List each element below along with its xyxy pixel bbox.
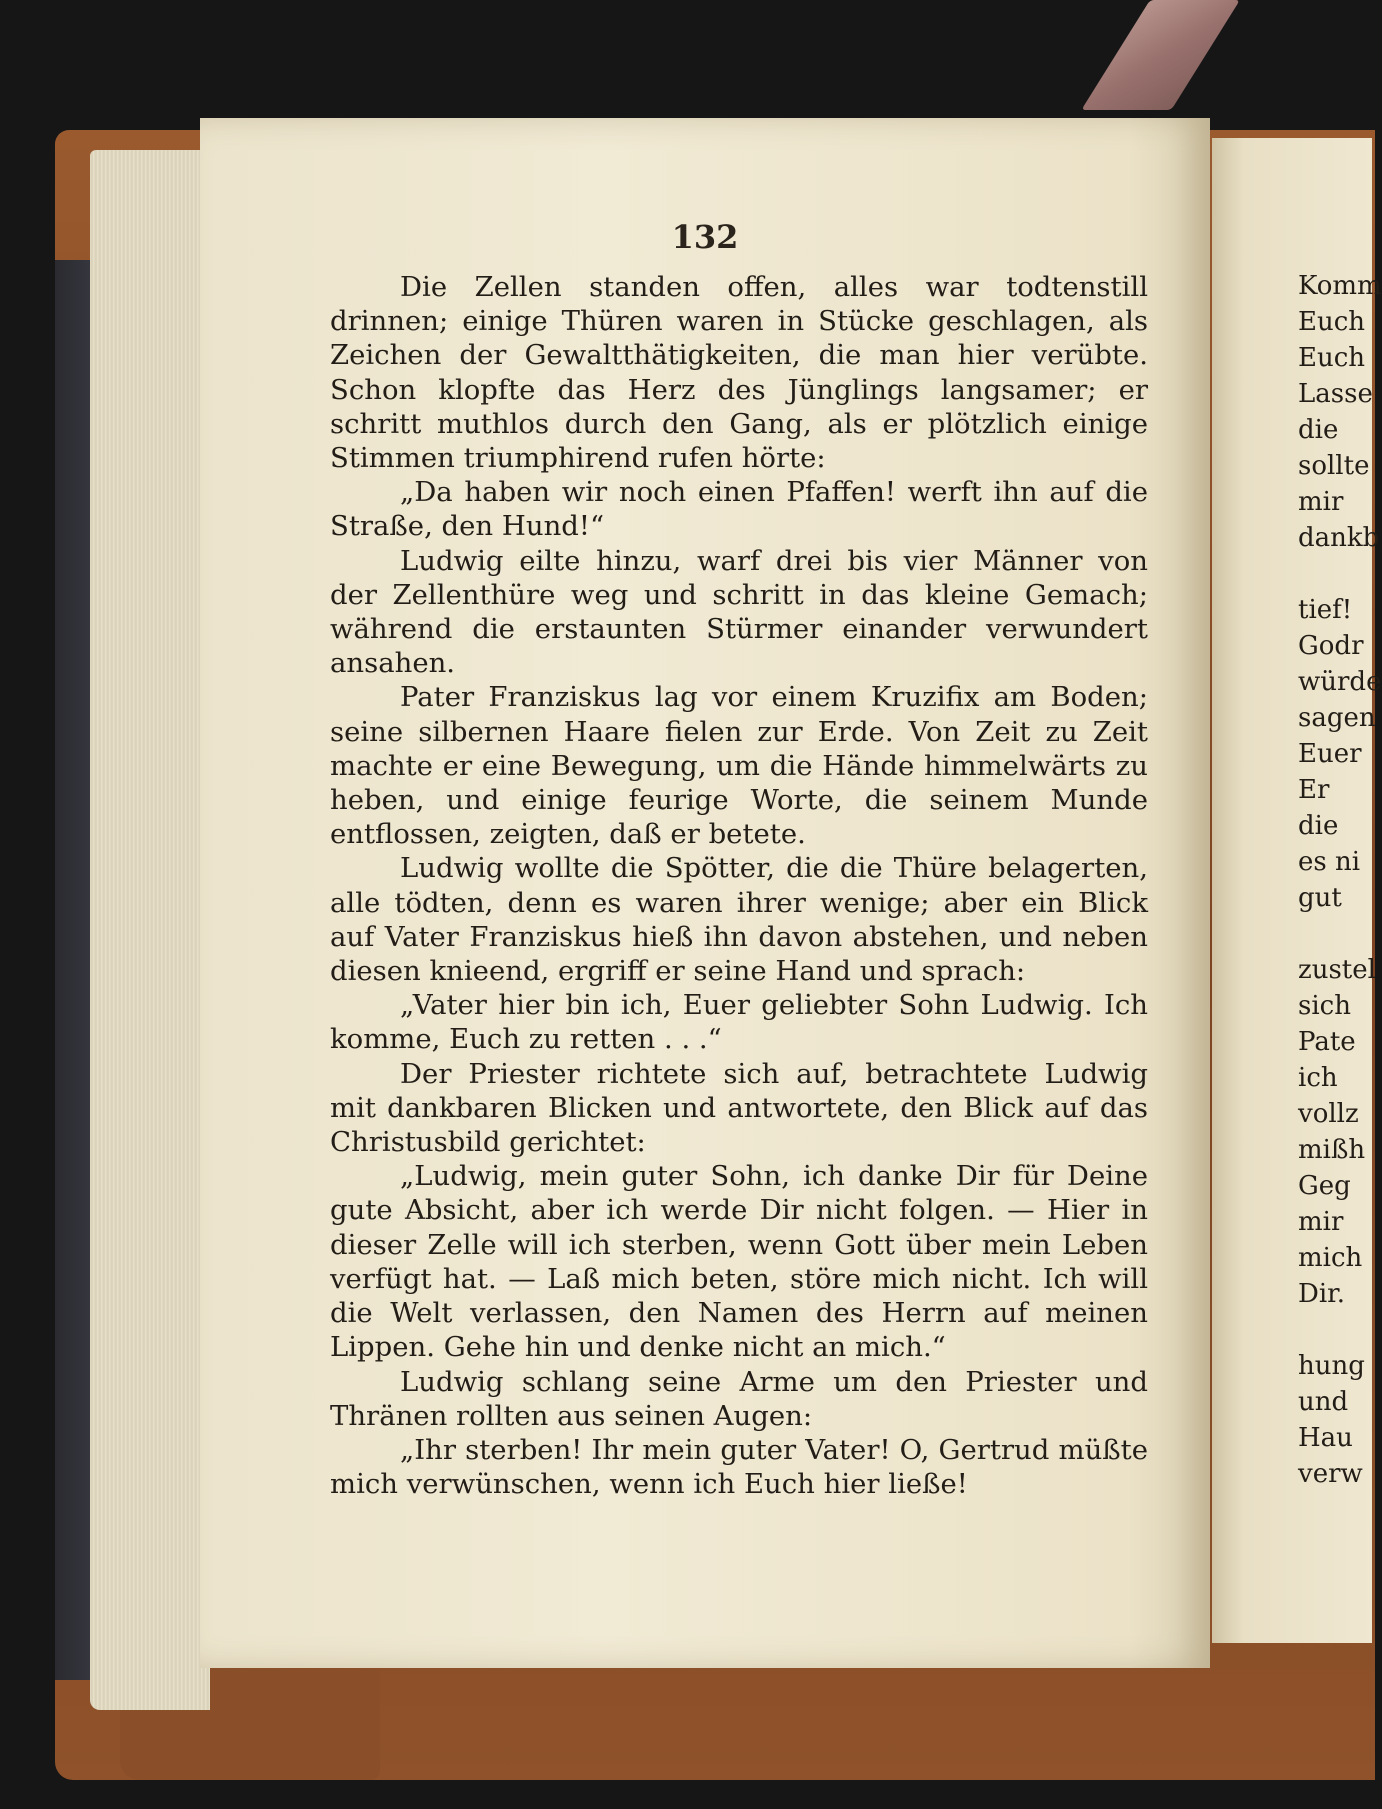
right-line: und	[1298, 1387, 1349, 1417]
right-line: sagen	[1298, 703, 1376, 733]
right-line: tief!	[1298, 595, 1353, 625]
page-number: 132	[671, 218, 739, 256]
page-block-edge	[90, 150, 210, 1710]
right-line: Hau	[1298, 1423, 1353, 1453]
right-line: Euer	[1298, 739, 1362, 769]
right-line: verw	[1298, 1459, 1363, 1489]
right-line: Er	[1298, 775, 1330, 805]
paragraph: Pater Franziskus lag vor einem Kruzifix am Boden; seine silbernen Haare fielen zur Erde. Von Zeit zu Zeit machte er eine Bewegung, um die Hände himmelwärts zu heben, und einige feurige Worte, die seinem Munde entflossen, zeigten, daß er betete.	[330, 681, 1148, 851]
right-line: mißh	[1298, 1135, 1366, 1165]
right-line: mir	[1298, 487, 1344, 517]
paragraph: „Ihr sterben! Ihr mein guter Vater! O, Gertrud müßte mich verwünschen, wenn ich Euch hier ließe!	[330, 1433, 1148, 1501]
paragraph: „Ludwig, mein guter Sohn, ich danke Dir für Deine gute Absicht, aber ich werde Dir nicht folgen. — Hier in dieser Zelle will ich sterben, wenn Gott über mein Leben verfügt hat. — Laß mich beten, störe mich nicht. Ich will die Welt verlassen, den Namen des Herrn auf meinen Lippen. Gehe hin und denke nicht an mich.“	[330, 1160, 1148, 1364]
right-line: zustel	[1298, 955, 1376, 985]
left-page	[200, 118, 1210, 1668]
right-line: Geg	[1298, 1171, 1351, 1201]
right-line: sich	[1298, 991, 1351, 1021]
right-line: würde	[1298, 667, 1382, 697]
right-line: Euch	[1298, 343, 1366, 373]
right-line: die	[1298, 415, 1339, 445]
right-line: Lasse	[1298, 379, 1373, 409]
right-line: Euch	[1298, 307, 1366, 337]
right-line: dankb	[1298, 523, 1380, 553]
right-line: die	[1298, 811, 1339, 841]
page-text	[330, 270, 1148, 1501]
right-line: Komm	[1298, 271, 1382, 301]
paragraph: „Da haben wir noch einen Pfaffen! werft ihn auf die Straße, den Hund!“	[330, 476, 1148, 543]
right-line: Dir.	[1298, 1279, 1345, 1309]
right-line: vollz	[1298, 1099, 1359, 1129]
right-line: hung	[1298, 1351, 1365, 1381]
paragraph: „Vater hier bin ich, Euer geliebter Sohn Ludwig. Ich komme, Euch zu retten . . .“	[330, 989, 1148, 1056]
right-line: gut	[1298, 883, 1342, 913]
paragraph: Der Priester richtete sich auf, betrachtete Ludwig mit dankbaren Blicken und antwortete, den Blick auf das Christusbild gerichtet:	[330, 1057, 1148, 1159]
right-line: Pate	[1298, 1027, 1356, 1057]
paragraph: Die Zellen standen offen, alles war todtenstill drinnen; einige Thüren waren in Stücke geschlagen, als Zeichen der Gewaltthätigkeiten, die man hier verübte. Schon klopfte das Herz des Jünglings langsamer; er schritt muthlos durch den Gang, als er plötzlich einige Stimmen triumphirend rufen hörte:	[330, 271, 1148, 475]
ribbon-bookmark	[1081, 0, 1240, 110]
right-gap	[1298, 916, 1373, 952]
right-line: ich	[1298, 1063, 1338, 1093]
right-page-text	[1298, 268, 1382, 1492]
right-line: es ni	[1298, 847, 1361, 877]
paragraph: Ludwig schlang seine Arme um den Priester und Thränen rollten aus seinen Augen:	[330, 1365, 1148, 1432]
right-gap	[1298, 1312, 1373, 1348]
right-line: Godr	[1298, 631, 1364, 661]
right-line: sollte	[1298, 451, 1370, 481]
right-line: mir	[1298, 1207, 1344, 1237]
paragraph: Ludwig eilte hinzu, warf drei bis vier Männer von der Zellenthüre weg und schritt in das kleine Gemach; während die erstaunten Stürmer einander verwundert ansahen.	[330, 544, 1148, 680]
right-line: mich	[1298, 1243, 1363, 1273]
right-gap	[1298, 556, 1373, 592]
paragraph: Ludwig wollte die Spötter, die die Thüre belagerten, alle tödten, denn es waren ihrer wenige; aber ein Blick auf Vater Franziskus hieß ihn davon abstehen, und neben diesen knieend, ergriff er seine Hand und sprach:	[330, 852, 1148, 988]
